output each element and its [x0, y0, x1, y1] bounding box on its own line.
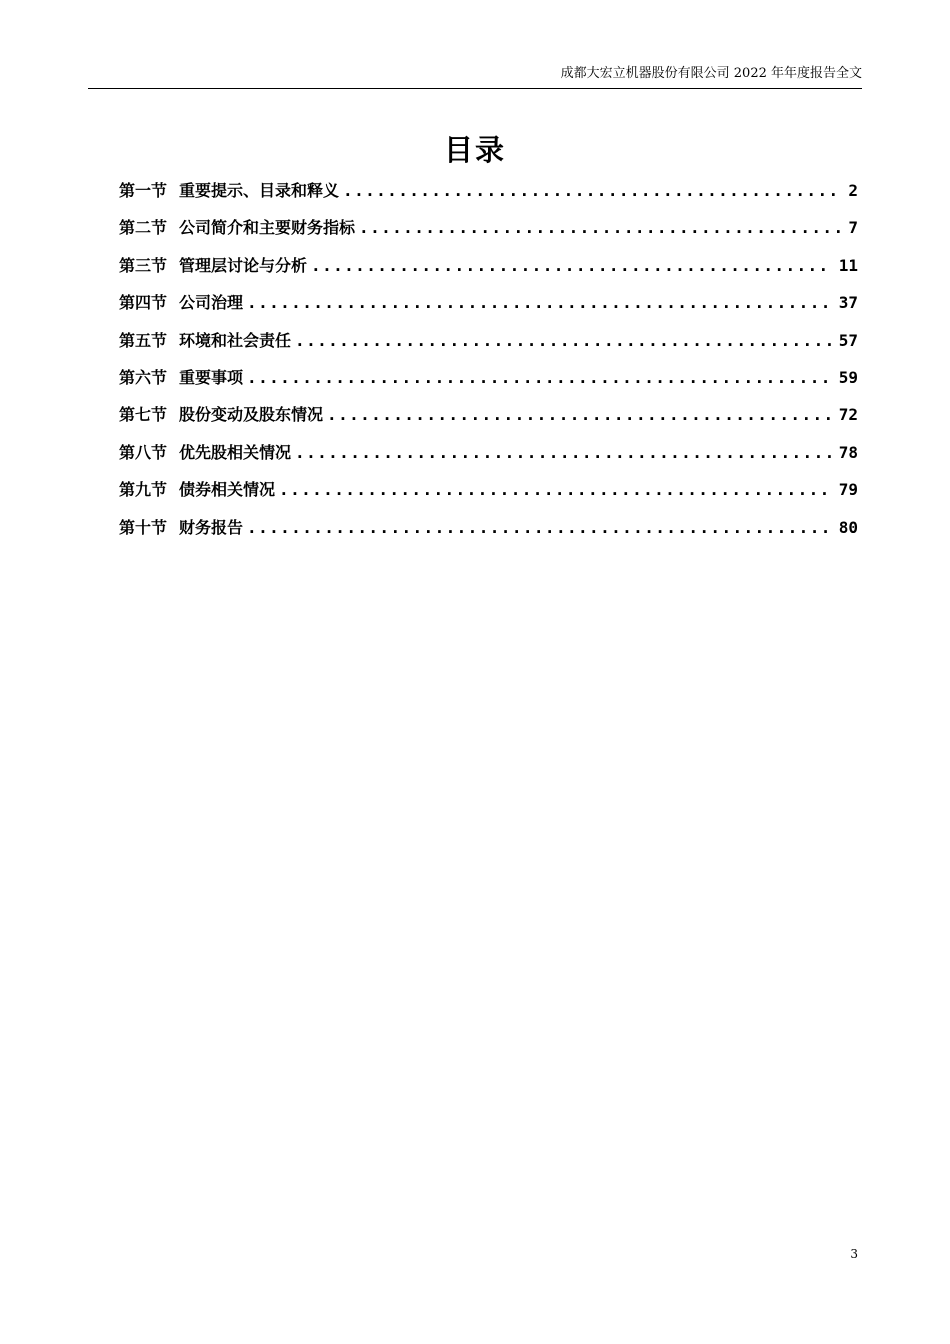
toc-dot-leader: [247, 288, 833, 318]
toc-section-number: 第八节: [119, 442, 168, 462]
toc-entry[interactable]: [119, 251, 858, 288]
toc-entry[interactable]: [119, 363, 858, 400]
toc-entry[interactable]: [119, 438, 858, 475]
toc-entry-label: [119, 213, 355, 243]
toc-entry[interactable]: [119, 400, 858, 437]
toc-entry-label: [119, 363, 243, 393]
toc-section-number: 第六节: [119, 367, 168, 387]
toc-entry-label: [119, 326, 291, 356]
toc-entry[interactable]: [119, 176, 858, 213]
toc-section-number: 第三节: [119, 255, 168, 275]
toc-entry[interactable]: [119, 513, 858, 550]
toc-list: [119, 176, 858, 550]
toc-page-number: 11: [838, 255, 858, 275]
toc-dot-leader: [295, 438, 833, 468]
toc-section-title: 财务报告: [179, 517, 244, 537]
toc-section-title: 重要事项: [179, 367, 244, 387]
toc-entry[interactable]: [119, 288, 858, 325]
toc-entry[interactable]: [119, 475, 858, 512]
toc-entry-label: [119, 288, 243, 318]
toc-entry-label: [119, 400, 323, 430]
toc-entry-label: [119, 513, 243, 543]
toc-entry-label: [119, 438, 291, 468]
page-header: [88, 62, 862, 89]
toc-page-number: 80: [838, 517, 858, 537]
toc-dot-leader: [279, 475, 833, 505]
toc-dot-leader: [295, 326, 833, 356]
toc-page-number: 7: [848, 218, 858, 238]
toc-section-title: 公司治理: [179, 293, 244, 313]
toc-section-number: 第九节: [119, 480, 168, 500]
toc-page-number: 79: [838, 480, 858, 500]
toc-dot-leader: [247, 363, 833, 393]
page-number: 3: [850, 1247, 858, 1261]
toc-page-number: 59: [838, 367, 858, 387]
toc-entry[interactable]: [119, 213, 858, 250]
toc-entry-label: [119, 176, 339, 206]
toc-dot-leader: [311, 251, 833, 281]
toc-page-number: 2: [848, 181, 858, 200]
toc-section-title: 债券相关情况: [179, 480, 276, 500]
toc-section-number: 第二节: [119, 218, 168, 238]
toc-section-title: 重要提示、目录和释义: [179, 181, 340, 200]
toc-entry-label: [119, 251, 307, 281]
toc-section-number: 第一节: [119, 181, 168, 200]
toc-page-number: 57: [838, 330, 858, 350]
page-title: 目录: [443, 133, 506, 167]
toc-page-number: 37: [838, 293, 858, 313]
toc-section-title: 股份变动及股东情况: [179, 405, 324, 425]
toc-section-title: 环境和社会责任: [179, 330, 292, 350]
toc-dot-leader: [359, 213, 842, 243]
toc-entry[interactable]: [119, 326, 858, 363]
toc-dot-leader: [247, 513, 833, 543]
toc-dot-leader: [343, 176, 842, 206]
toc-section-number: 第五节: [119, 330, 168, 350]
toc-section-number: 第四节: [119, 293, 168, 313]
toc-section-title: 公司简介和主要财务指标: [179, 218, 356, 238]
toc-entry-label: [119, 475, 275, 505]
toc-section-title: 优先股相关情况: [179, 442, 292, 462]
toc-section-number: 第七节: [119, 405, 168, 425]
toc-page-number: 78: [838, 442, 858, 462]
toc-page-number: 72: [838, 405, 858, 425]
toc-dot-leader: [327, 400, 833, 430]
toc-section-number: 第十节: [119, 517, 168, 537]
toc-section-title: 管理层讨论与分析: [179, 255, 308, 275]
header-text: 成都大宏立机器股份有限公司 2022 年年度报告全文: [560, 66, 862, 81]
